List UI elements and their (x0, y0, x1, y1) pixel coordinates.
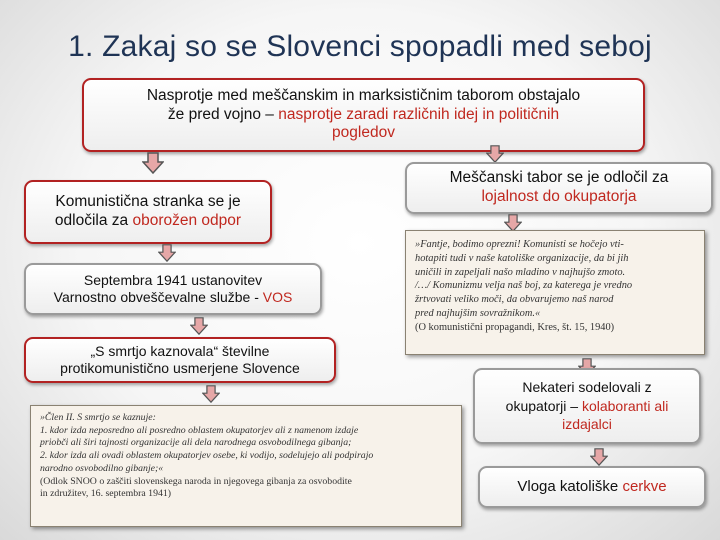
right-box1-line1: Meščanski tabor se je odločil za (449, 169, 669, 187)
top-box-line2-red: nasprotje zaradi različnih idej in političnih (278, 105, 560, 123)
quote-right-line: žrtvovati veliko moči, da obvarujemo naš narod (415, 294, 614, 306)
top-box-line3: pogledov (332, 124, 395, 142)
arrow-down-icon (190, 317, 208, 335)
left-box2-line1: Septembra 1941 ustanovitev (83, 271, 263, 288)
right-box-loyalty (405, 162, 713, 214)
left-box2-line2 (54, 289, 293, 306)
left-box1-line2 (55, 212, 241, 231)
left-box1-line2-text: odločila za (54, 212, 133, 229)
left-box1-line2-red: oborožen odpor (132, 212, 242, 229)
quote-right-line: pred najhujšim sovražnikom.« (415, 308, 541, 320)
quote-right-line: »Fantje, bodimo oprezni! Komunisti se hočejo vti- (415, 239, 624, 250)
left-box3-line2: protikomunistično usmerjene Slovence (60, 360, 300, 376)
quote-snoo-decree (30, 405, 462, 527)
right-box3-text-red: cerkve (622, 477, 667, 495)
right-box2-line1: Nekateri sodelovali z (522, 378, 652, 395)
right-box-church (478, 466, 706, 508)
arrow-down-icon (486, 145, 504, 163)
left-box2-line2-red: VOS (262, 289, 293, 305)
arrow-down-icon (202, 385, 220, 403)
quote-right-line: /…/ Komunizmu velja naš boj, za katerega je vredno (415, 280, 633, 292)
quote-left-line: priobči ali širi tajnosti organizacije ali dela narodnega osvobodilnega gibanja; (40, 437, 352, 449)
quote-right-line: hotapiti tudi v naše katoliške organizacije, da bi jih (415, 252, 629, 264)
left-box-death-penalty (24, 337, 336, 383)
left-box-vos (24, 263, 322, 315)
arrow-down-icon (142, 152, 164, 174)
quote-communist-propaganda (405, 230, 705, 355)
top-box-line2-text: že pred vojno – (167, 105, 279, 123)
right-box2-line2-text: okupatorji – (505, 397, 582, 414)
quote-right-source: (O komunistični propagandi, Kres, št. 15, 1940) (415, 321, 615, 333)
quote-left-line: narodno osvobodilno gibanje;« (40, 462, 164, 474)
left-box2-line2-text: Varnostno obveščevalne službe - (53, 289, 263, 305)
arrow-down-icon (158, 244, 176, 262)
top-box (82, 78, 645, 152)
left-box3-line1: „S smrtjo kaznovala“ številne (90, 342, 270, 359)
quote-left-line: 2. kdor izda ali ovadi oblastem okupatorjev osebe, ki vodijo, sodelujejo ali podpirajo (40, 450, 374, 462)
right-box-collaborators (473, 368, 701, 444)
left-box1-line1: Komunistična stranka se je (55, 193, 241, 211)
arrow-down-icon (590, 448, 608, 466)
right-box2-line3: izdajalci (562, 416, 612, 433)
quote-left-line: 1. kdor izda neposredno ali posredno oblastem okupatorjev ali z namenom izdaje (40, 424, 359, 436)
top-box-line2 (168, 106, 559, 125)
left-box-armed-resistance (24, 180, 272, 244)
quote-left-line: »Člen II. S smrtjo se kaznuje: (40, 412, 156, 423)
right-box1-line2: lojalnost do okupatorja (481, 188, 637, 205)
page-title: 1. Zakaj so se Slovenci spopadli med seboj (68, 30, 652, 63)
quote-right-line: uničili in zapeljali našo mladino v najhujšo zmoto. (415, 266, 626, 278)
right-box3-text (517, 478, 666, 496)
right-box3-text-pre: Vloga katoliške (517, 477, 623, 495)
quote-left-source-line2: in združitev, 16. septembra 1941) (40, 488, 172, 500)
top-box-line1: Nasprotje med meščanskim in marksističnim taborom obstajalo (146, 86, 581, 104)
right-box2-line2 (506, 397, 669, 416)
right-box2-line2-red: kolaboranti ali (581, 397, 669, 414)
quote-left-source-line1: (Odlok SNOO o zaščiti slovenskega naroda in njegovega gibanja za osvobodite (40, 475, 352, 487)
